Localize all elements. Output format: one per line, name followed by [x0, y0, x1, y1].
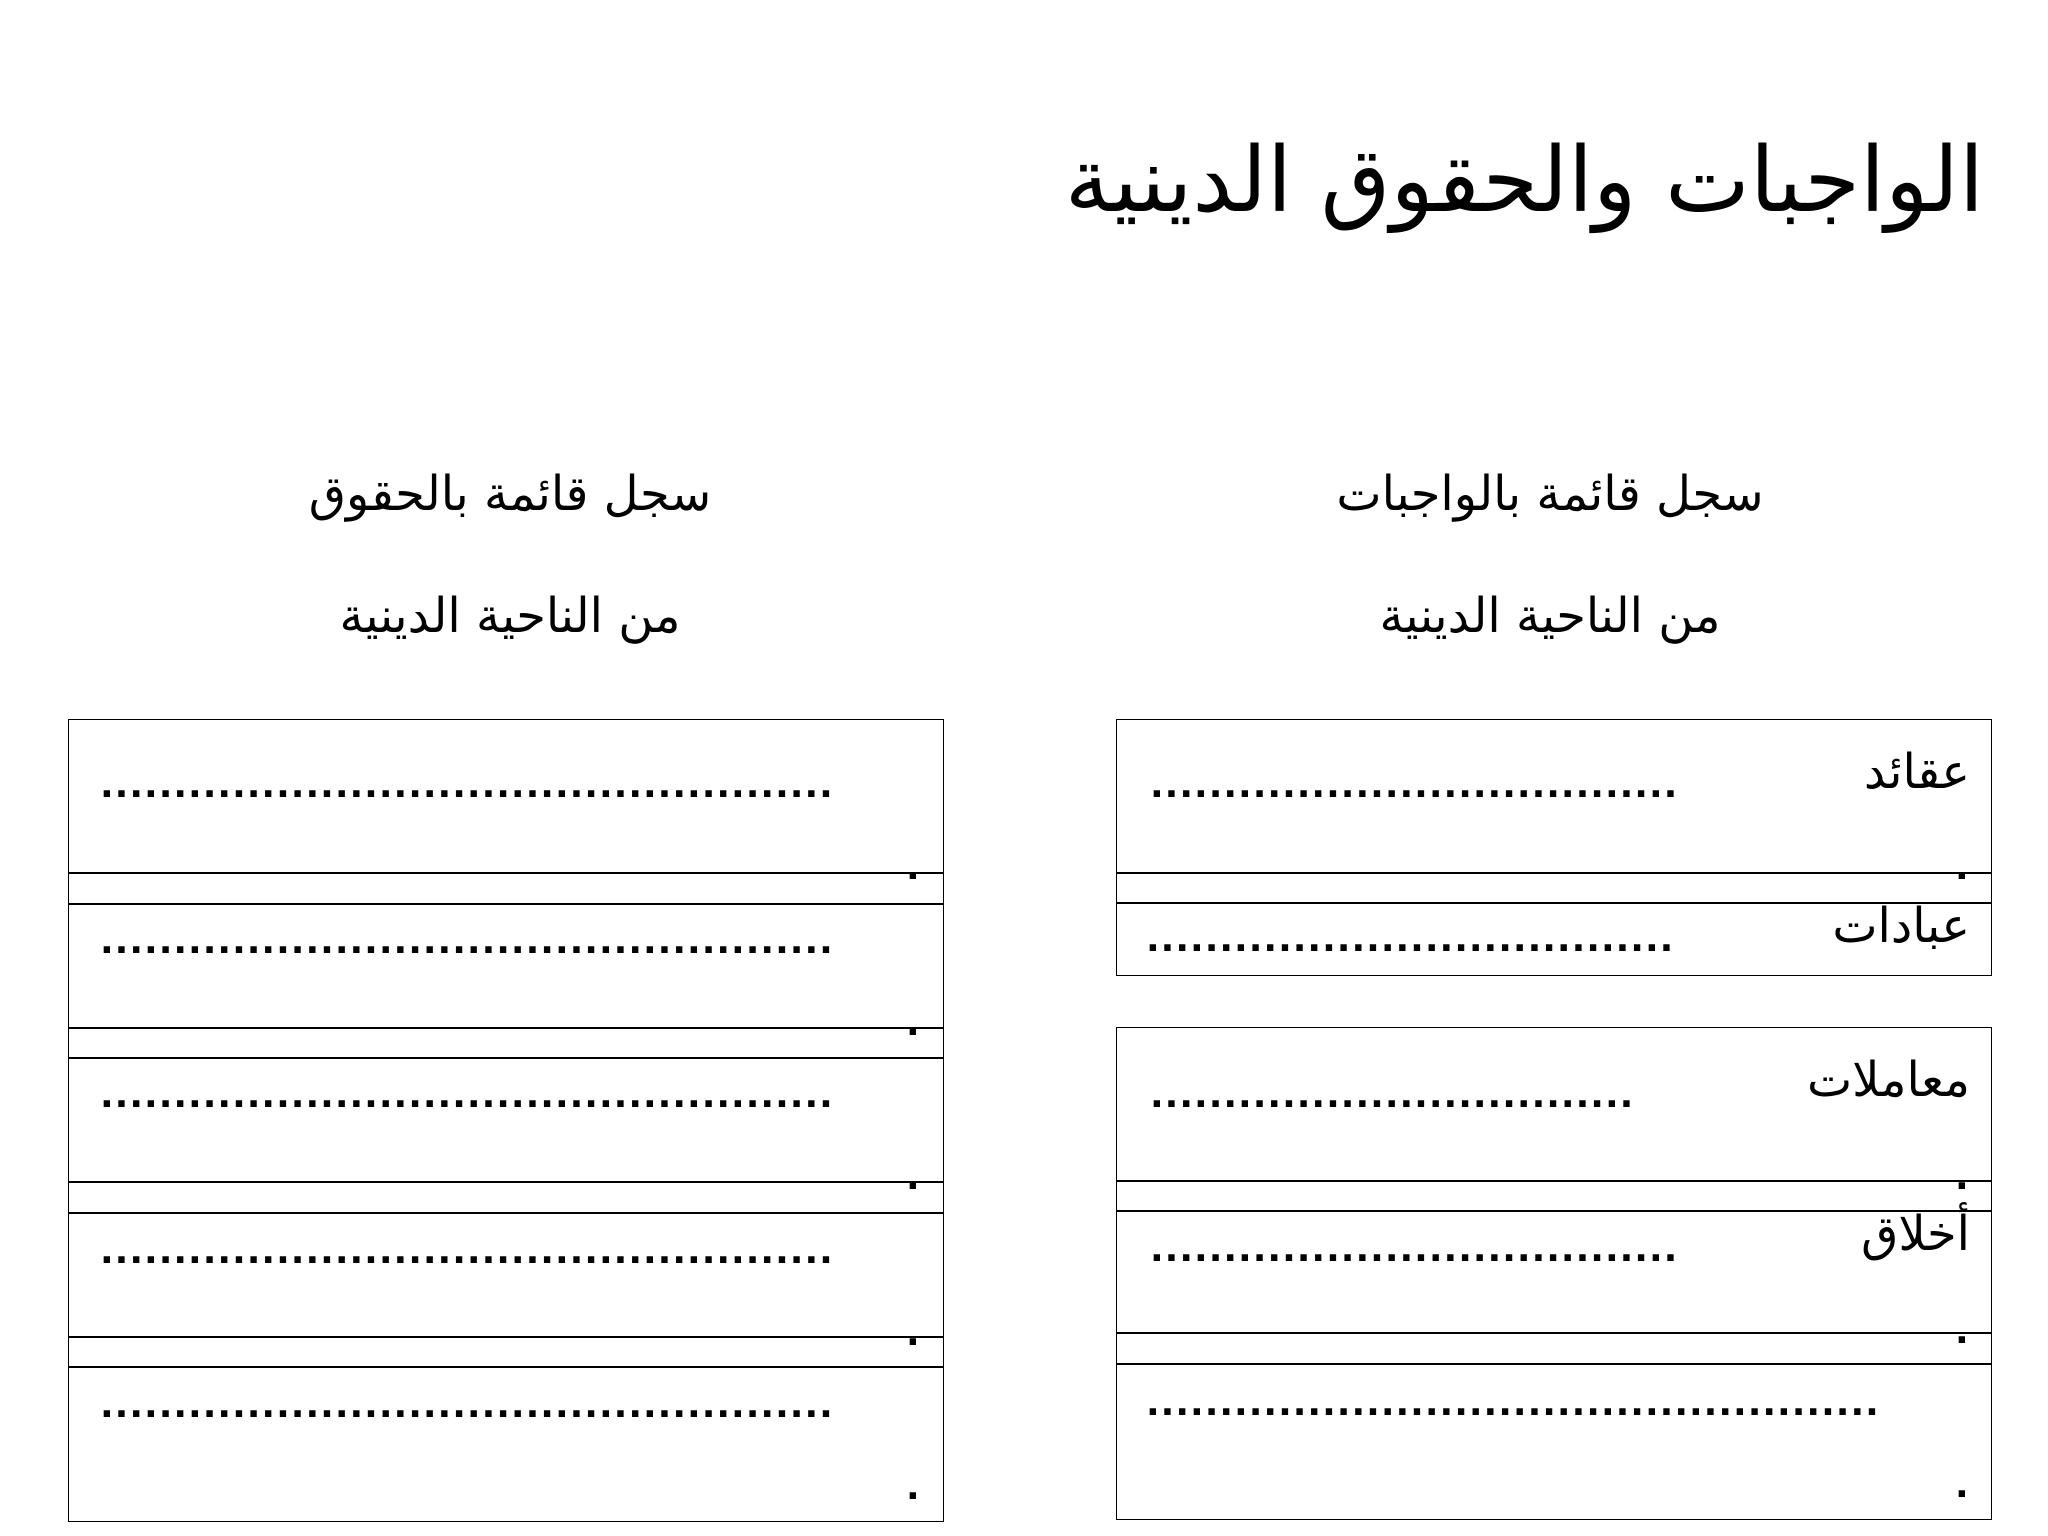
rights-separator [68, 1337, 944, 1367]
dot-leader: .................................... [1150, 1232, 1679, 1268]
rights-box-3[interactable] [68, 1058, 944, 1182]
duties-separator [1116, 1333, 1992, 1364]
dot-leader: .................................................. [100, 1234, 834, 1270]
dot-leader: .................................................. [100, 768, 834, 804]
dot-leader-end: . [1955, 1157, 1969, 1198]
dot-leader-end: . [1955, 1465, 1969, 1506]
dot-leader: .................................................. [100, 924, 834, 960]
rights-separator [68, 1028, 944, 1058]
dot-leader: .................................................. [1146, 1386, 1880, 1422]
duties-heading-line2: من الناحية الدينية [1379, 588, 1721, 644]
page-title: الواجبات والحقوق الدينية [1064, 128, 1984, 233]
dot-leader: .................................... [1146, 922, 1675, 958]
dot-leader-end: . [906, 1003, 920, 1044]
dot-leader-end: . [1955, 1311, 1969, 1352]
label-aqaid: عقائد [1863, 744, 1970, 800]
label-ibadat: عبادات [1832, 898, 1970, 954]
rights-box-2[interactable] [68, 904, 944, 1028]
dot-leader: ................................. [1150, 1078, 1635, 1114]
rights-box-4[interactable] [68, 1213, 944, 1337]
dot-leader: .................................................. [100, 1388, 834, 1424]
rights-separator [68, 1182, 944, 1213]
dot-leader-end: . [906, 1467, 920, 1508]
dot-leader-end: . [906, 1313, 920, 1354]
rights-heading-line1: سجل قائمة بالحقوق [308, 466, 712, 522]
dot-leader: .................................... [1150, 768, 1679, 804]
label-akhlaq: أخلاق [1861, 1206, 1970, 1262]
label-muamalat: معاملات [1806, 1052, 1970, 1108]
dot-leader-end: . [1955, 847, 1969, 888]
rights-separator [68, 873, 944, 904]
duties-heading-line1: سجل قائمة بالواجبات [1336, 466, 1764, 522]
rights-heading-line2: من الناحية الدينية [339, 588, 681, 644]
dot-leader: .................................................. [100, 1078, 834, 1114]
dot-leader-end: . [906, 1157, 920, 1198]
dot-leader-end: . [906, 847, 920, 888]
